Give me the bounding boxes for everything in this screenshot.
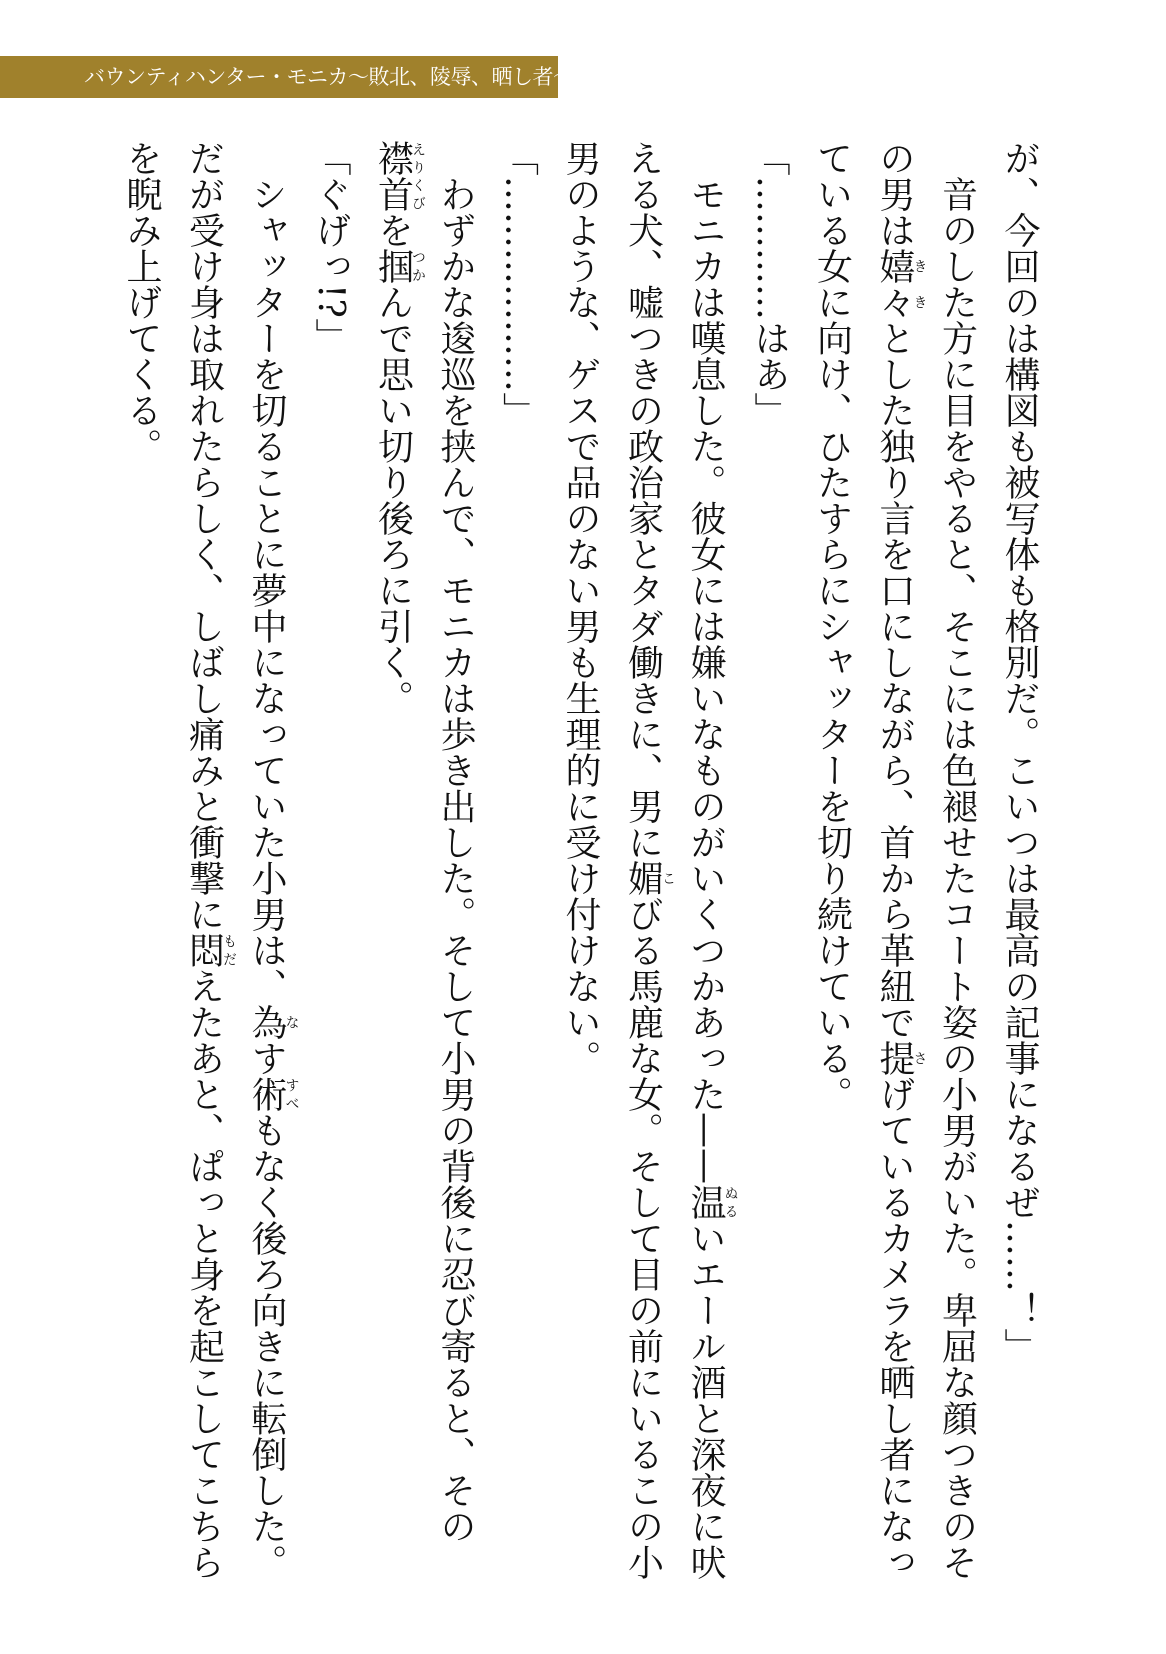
vertical-text-body (70, 140, 1050, 1600)
paragraph-8: シャッターを切ることに夢中になっていた小男は、為なす術すべもなく後ろ向きに転倒した。だが受け身は取れたらしく、しばし痛みと衝撃に悶もだえたあと、ぱっと身を起こしてこちらを睨み上げてくる。 (121, 140, 300, 1580)
paragraph-6: わずかな逡巡を挟んで、モニカは歩き出した。そして小男の背後に忍び寄ると、その襟首えりくびを掴つかんで思い切り後ろに引く。 (372, 140, 476, 1544)
dialogue-gugetsu: 「ぐげっ!?」 (310, 140, 351, 354)
paragraph-2: 音のした方に目をやると、そこには色褪せたコート姿の小男がいた。卑屈な顔つきのその男は嬉々ききとした独り言を口にしながら、首から革紐で提さげているカメラを晒し者になっている女に向け、ひたすらにシャッターを切り続けている。 (811, 140, 978, 1580)
header-band (0, 56, 574, 98)
running-header-title: バウンティハンター・モニカ〜敗北、陵辱、晒し者〜 (84, 65, 574, 89)
paragraph-1: が、今回のは構図も被写体も格別だ。こいつは最高の記事になるぜ……！」 (999, 140, 1040, 1364)
paragraph-4: モニカは嘆息した。彼女には嫌いなものがいくつかあった——温ぬるいエール酒と深夜に吠える犬、嘘つきの政治家とタダ働きに、男に媚こびる馬鹿な女。そして目の前にいるこの小男のような、ゲスで品のない男も生理的に受け付けない。 (560, 140, 739, 1580)
dialogue-silence: 「………………」 (497, 140, 539, 428)
dialogue-sigh: 「…………はあ」 (749, 140, 790, 428)
